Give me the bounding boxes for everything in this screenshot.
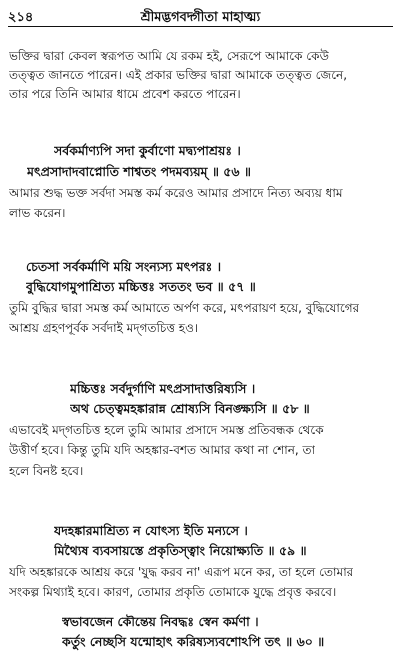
body-line: সংকল্প মিথ্যাই হবে। কারণ, তোমার প্রকৃতি তোমাকে যুদ্ধে প্রবৃত্ত করবে। [9, 585, 337, 599]
body-line: এভাবেই মদ্‌গতচিত্ত হলে তুমি আমার প্রসাদে সমস্ত প্রতিবন্ধক থেকে [9, 423, 324, 437]
body-line: আমার শুদ্ধ ভক্ত সর্বদা সমস্ত কর্ম করেও আমার প্রসাদে নিত্য অব্যয় ধাম [9, 186, 343, 200]
verse-line: মচ্চিত্তঃ সর্বদুর্গাণি মৎপ্রসাদাত্তরিষ্যসি । [70, 381, 256, 396]
body-line: আশ্রয় গ্রহণপূর্বক সর্বদাই মদ্‌গতচিত্ত হও। [9, 321, 199, 335]
header-rule [8, 26, 393, 27]
verse-line: চেতসা সর্বকর্মাণি ময়ি সংন্যস্য মৎপরঃ । [26, 259, 222, 274]
verse-line: কর্তুং নেচ্ছসি যন্মোহাৎ করিষ্যস্যবশোঽপি তৎ ॥ ৬০ ॥ [62, 634, 325, 649]
body-line: তার পরে তিনি আমার ধামে প্রবেশ করতে পারেন। [9, 87, 241, 101]
page-number: ২১৪ [8, 10, 34, 25]
verse-line: মিথ্যৈষ ব্যবসায়স্তে প্রকৃতিস্ত্বাং নিয়োক্ষ্যতি ॥ ৫৯ ॥ [54, 543, 307, 558]
running-header [8, 6, 393, 28]
verse-line: বুদ্ধিযোগমুপাশ্রিত্য মচ্চিত্তঃ সততং ভব ॥ ৫৭ ॥ [26, 279, 256, 294]
body-line: তত্ত্বত জানতে পারেন। এই প্রকার ভক্তির দ্বারা আমাকে তত্ত্বত জেনে, [9, 68, 348, 82]
body-line: তুমি বুদ্ধির দ্বারা সমস্ত কর্ম আমাতে অর্পণ করে, মৎপরায়ণ হয়ে, বুদ্ধিযোগের [9, 301, 360, 315]
body-line: উত্তীর্ণ হবে। কিন্তু তুমি যদি অহঙ্কার-বশত আমার কথা না শোন, তা [9, 443, 316, 457]
body-line: হলে বিনষ্ট হবে। [9, 464, 84, 478]
body-line: লাভ করেন। [9, 206, 66, 220]
body-line: যদি অহঙ্কারকে আশ্রয় করে 'যুদ্ধ করব না' এরূপ মনে কর, তা হলে তোমার [9, 565, 354, 579]
running-title: শ্রীমদ্ভগবদ্গীতা মাহাত্ম্য [140, 10, 261, 25]
verse-line: অথ চেত্ত্বমহঙ্কারান্ন শ্রোষ্যসি বিনঙ্ক্ষ্যসি ॥ ৫৮ ॥ [70, 401, 310, 416]
verse-line: স্বভাবজেন কৌন্তেয় নিবদ্ধঃ স্বেন কর্মণা । [62, 614, 259, 629]
verse-line: সর্বকর্মাণ্যপি সদা কুর্বাণো মদ্ব্যপাশ্রয়ঃ । [54, 143, 241, 158]
verse-line: মৎপ্রসাদাদবাপ্নোতি শাশ্বতং পদমব্যয়ম্ ॥ ৫৬ ॥ [27, 164, 251, 179]
body-line: ভক্তির দ্বারা কেবল স্বরূপত আমি যে রকম হই, সেরূপে আমাকে কেউ [9, 49, 329, 63]
verse-line: যদহঙ্কারমাশ্রিত্য ন যোৎস্য ইতি মন্যসে । [54, 523, 248, 538]
